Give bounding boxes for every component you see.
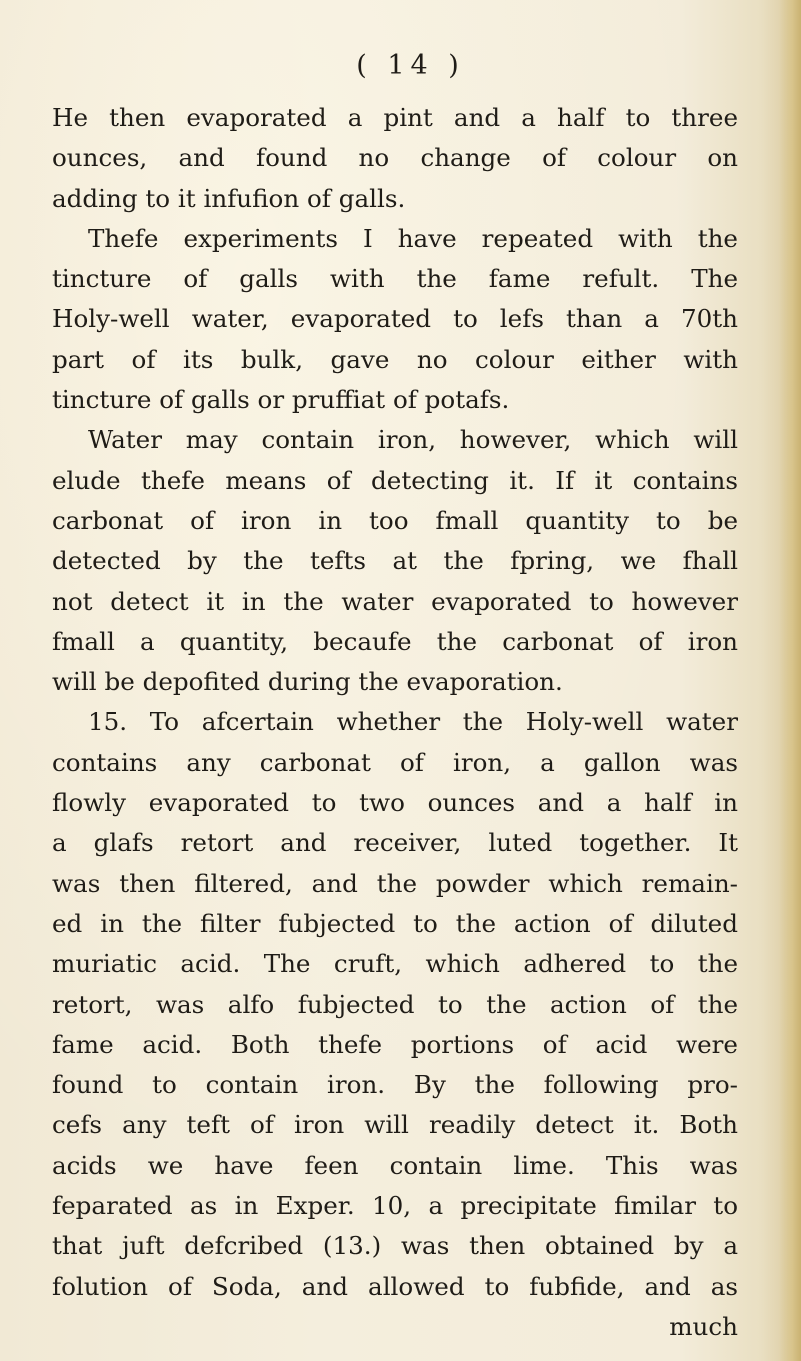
- text-line: acids we have feen contain lime. This was: [52, 1150, 738, 1180]
- text-line: cefs any teft of iron will readily detect it. Both: [52, 1110, 738, 1140]
- text-line: tincture of galls or pruffiat of potafs.: [52, 385, 510, 415]
- text-line: not detect it in the water evaporated to however: [52, 586, 738, 616]
- page-edge-shading: [779, 0, 801, 1361]
- page-number: ( 14 ): [356, 50, 465, 81]
- text-line: that juft defcribed (13.) was then obtained by a: [52, 1231, 738, 1261]
- text-line: part of its bulk, gave no colour either with: [52, 344, 738, 374]
- text-line: folution of Soda, and allowed to fubfide, and as: [52, 1271, 738, 1301]
- text-line: detected by the tefts at the fpring, we fhall: [52, 546, 738, 576]
- text-line: was then filtered, and the powder which remain-: [52, 868, 738, 898]
- text-line: 15. To afcertain whether the Holy-well water: [88, 707, 738, 737]
- text-line: ed in the filter fubjected to the action of diluted: [52, 908, 738, 938]
- text-line: feparated as in Exper. 10, a precipitate fimilar to: [52, 1191, 738, 1221]
- text-line: retort, was alfo fubjected to the action of the: [52, 989, 738, 1019]
- body-text: [52, 98, 738, 1347]
- text-line: Thefe experiments I have repeated with the: [88, 223, 738, 253]
- text-line: found to contain iron. By the following pro-: [52, 1070, 738, 1100]
- text-line: tincture of galls with the fame refult. The: [52, 264, 738, 294]
- text-line: Holy-well water, evaporated to lefs than a 70th: [52, 304, 738, 334]
- text-line: muriatic acid. The cruft, which adhered to the: [52, 949, 738, 979]
- text-line: will be depofited during the evaporation.: [52, 667, 563, 697]
- text-line: adding to it infufion of galls.: [52, 183, 406, 213]
- text-line: Water may contain iron, however, which will: [88, 425, 738, 455]
- text-line: contains any carbonat of iron, a gallon was: [52, 747, 738, 777]
- text-line: fame acid. Both thefe portions of acid were: [52, 1029, 738, 1059]
- text-line: carbonat of iron in too fmall quantity to be: [52, 505, 738, 535]
- text-line: He then evaporated a pint and a half to three: [52, 103, 738, 132]
- text-line: ounces, and found no change of colour on: [52, 143, 738, 173]
- text-line: a glafs retort and receiver, luted together. It: [52, 828, 738, 858]
- text-line: flowly evaporated to two ounces and a half in: [52, 788, 738, 818]
- text-line: elude thefe means of detecting it. If it contains: [52, 465, 738, 495]
- catchword: much: [669, 1311, 738, 1341]
- text-line: fmall a quantity, becaufe the carbonat of iron: [52, 626, 738, 656]
